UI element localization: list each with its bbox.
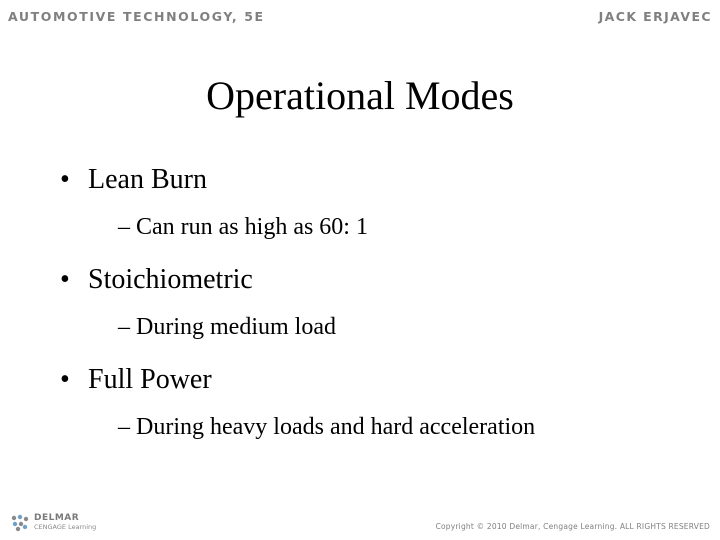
- publisher-logo: [10, 514, 96, 532]
- bullet-text: Full Power: [88, 364, 212, 395]
- slide-title: Operational Modes: [206, 73, 514, 118]
- bullet-dot-icon: •: [60, 264, 70, 295]
- book-title-header: AUTOMOTIVE TECHNOLOGY, 5E: [8, 9, 265, 24]
- sub-bullet-text: During medium load: [136, 314, 336, 340]
- author-header: JACK ERJAVEC: [598, 9, 712, 24]
- logo-tagline: CENGAGE Learning: [34, 523, 97, 531]
- bullet-text: Stoichiometric: [88, 264, 253, 295]
- sub-bullet-text: Can run as high as 60: 1: [136, 214, 368, 240]
- bullet-dot-icon: •: [60, 364, 70, 395]
- bullet-list: [60, 162, 700, 462]
- sub-bullet-text: During heavy loads and hard acceleration: [136, 414, 536, 440]
- copyright-notice: Copyright © 2010 Delmar, Cengage Learning. ALL RIGHTS RESERVED: [435, 522, 710, 531]
- dash-icon: –: [118, 314, 130, 340]
- dash-icon: –: [118, 414, 130, 440]
- delmar-logo-icon: [10, 514, 30, 532]
- bullet-text: Lean Burn: [88, 164, 207, 195]
- bullet-item-full-power: [60, 362, 700, 442]
- dash-icon: –: [118, 214, 130, 240]
- bullet-item-lean-burn: [60, 162, 700, 242]
- bullet-dot-icon: •: [60, 164, 70, 195]
- logo-name: DELMAR: [34, 513, 80, 523]
- bullet-item-stoichiometric: [60, 262, 700, 342]
